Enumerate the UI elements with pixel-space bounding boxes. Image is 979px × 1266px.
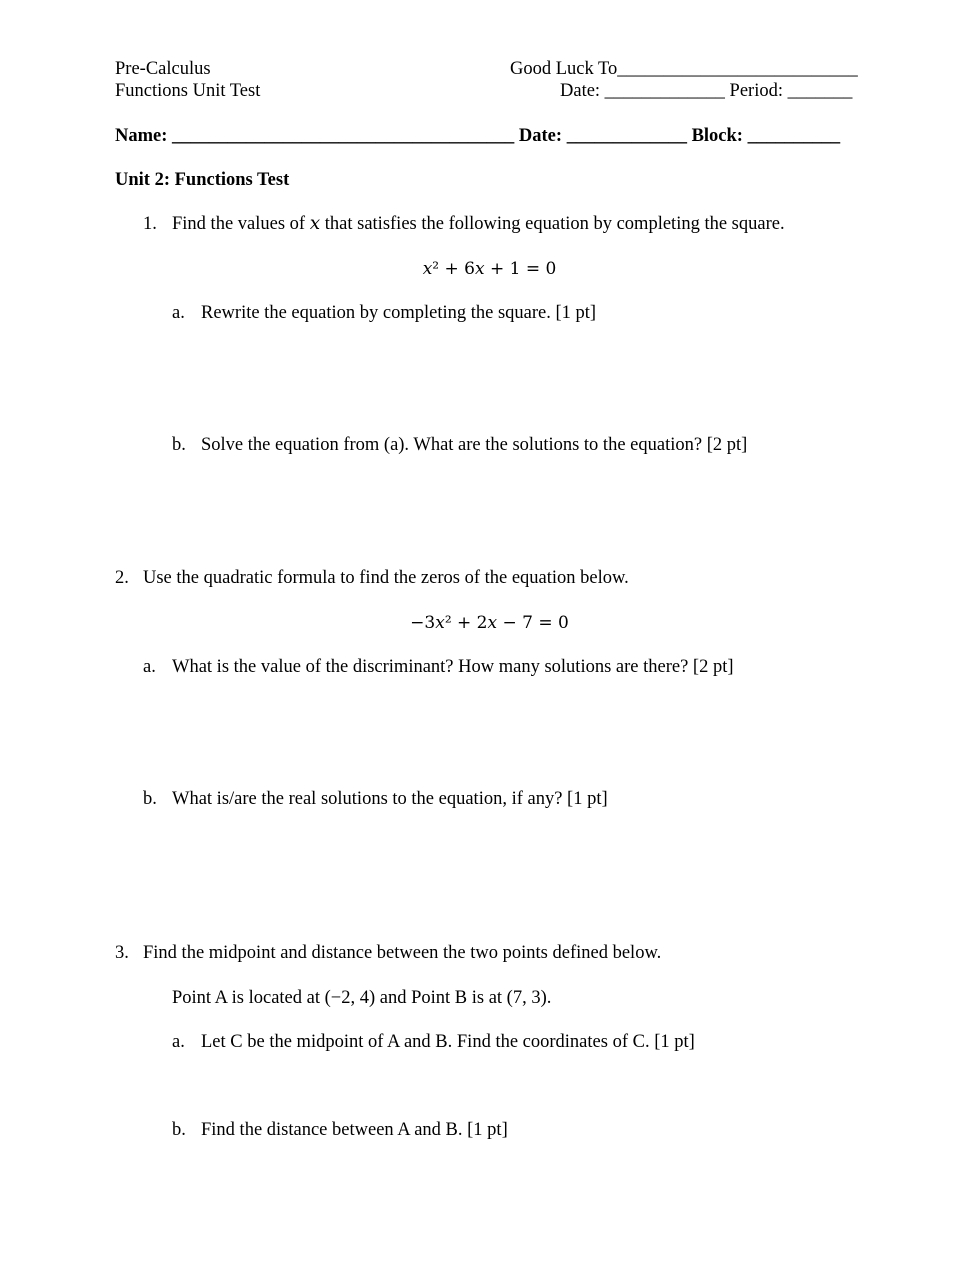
- question-3-prompt: Find the midpoint and distance between the two points defined below.: [143, 943, 662, 963]
- question-2-equation: −3𝑥² + 2𝑥 − 7 = 0: [410, 613, 569, 633]
- question-1-number: 1.: [143, 214, 157, 234]
- question-3b-text: Find the distance between A and B. [1 pt]: [201, 1120, 508, 1140]
- test-name: Functions Unit Test: [115, 81, 261, 101]
- date-period-line: Date: _____________ Period: _______: [560, 81, 853, 101]
- question-2b-letter: b.: [143, 789, 157, 809]
- question-2a-letter: a.: [143, 657, 156, 677]
- question-3a-text: Let C be the midpoint of A and B. Find the coordinates of C. [1 pt]: [201, 1032, 695, 1052]
- question-1a-text: Rewrite the equation by completing the square. [1 pt]: [201, 303, 597, 323]
- date-blank[interactable]: _____________: [566, 126, 687, 146]
- question-3b-letter: b.: [172, 1120, 186, 1140]
- student-info-line: [115, 125, 840, 147]
- name-label: Name:: [115, 126, 168, 146]
- block-blank[interactable]: __________: [747, 126, 841, 146]
- question-2a-text: What is the value of the discriminant? How many solutions are there? [2 pt]: [172, 657, 734, 677]
- date-label: Date:: [518, 126, 563, 146]
- question-1-prompt: Find the values of 𝑥 that satisfies the following equation by completing the square.: [172, 214, 785, 234]
- question-2-prompt: Use the quadratic formula to find the zeros of the equation below.: [143, 568, 629, 588]
- question-3a-letter: a.: [172, 1032, 185, 1052]
- question-1b-text: Solve the equation from (a). What are the solutions to the equation? [2 pt]: [201, 435, 748, 455]
- question-1b-letter: b.: [172, 435, 186, 455]
- question-3-given-points: Point A is located at (−2, 4) and Point B is at (7, 3).: [172, 988, 552, 1008]
- question-3-number: 3.: [115, 943, 129, 963]
- question-1a-letter: a.: [172, 303, 185, 323]
- question-1-equation: 𝑥² + 6𝑥 + 1 = 0: [422, 259, 557, 279]
- question-2b-text: What is/are the real solutions to the equation, if any? [1 pt]: [172, 789, 608, 809]
- unit-title: Unit 2: Functions Test: [115, 170, 290, 190]
- block-label: Block:: [691, 126, 743, 146]
- name-blank[interactable]: _____________________________________: [172, 126, 515, 146]
- question-2-number: 2.: [115, 568, 129, 588]
- good-luck-line: Good Luck To__________________________: [510, 59, 858, 79]
- course-title: Pre-Calculus: [115, 59, 211, 79]
